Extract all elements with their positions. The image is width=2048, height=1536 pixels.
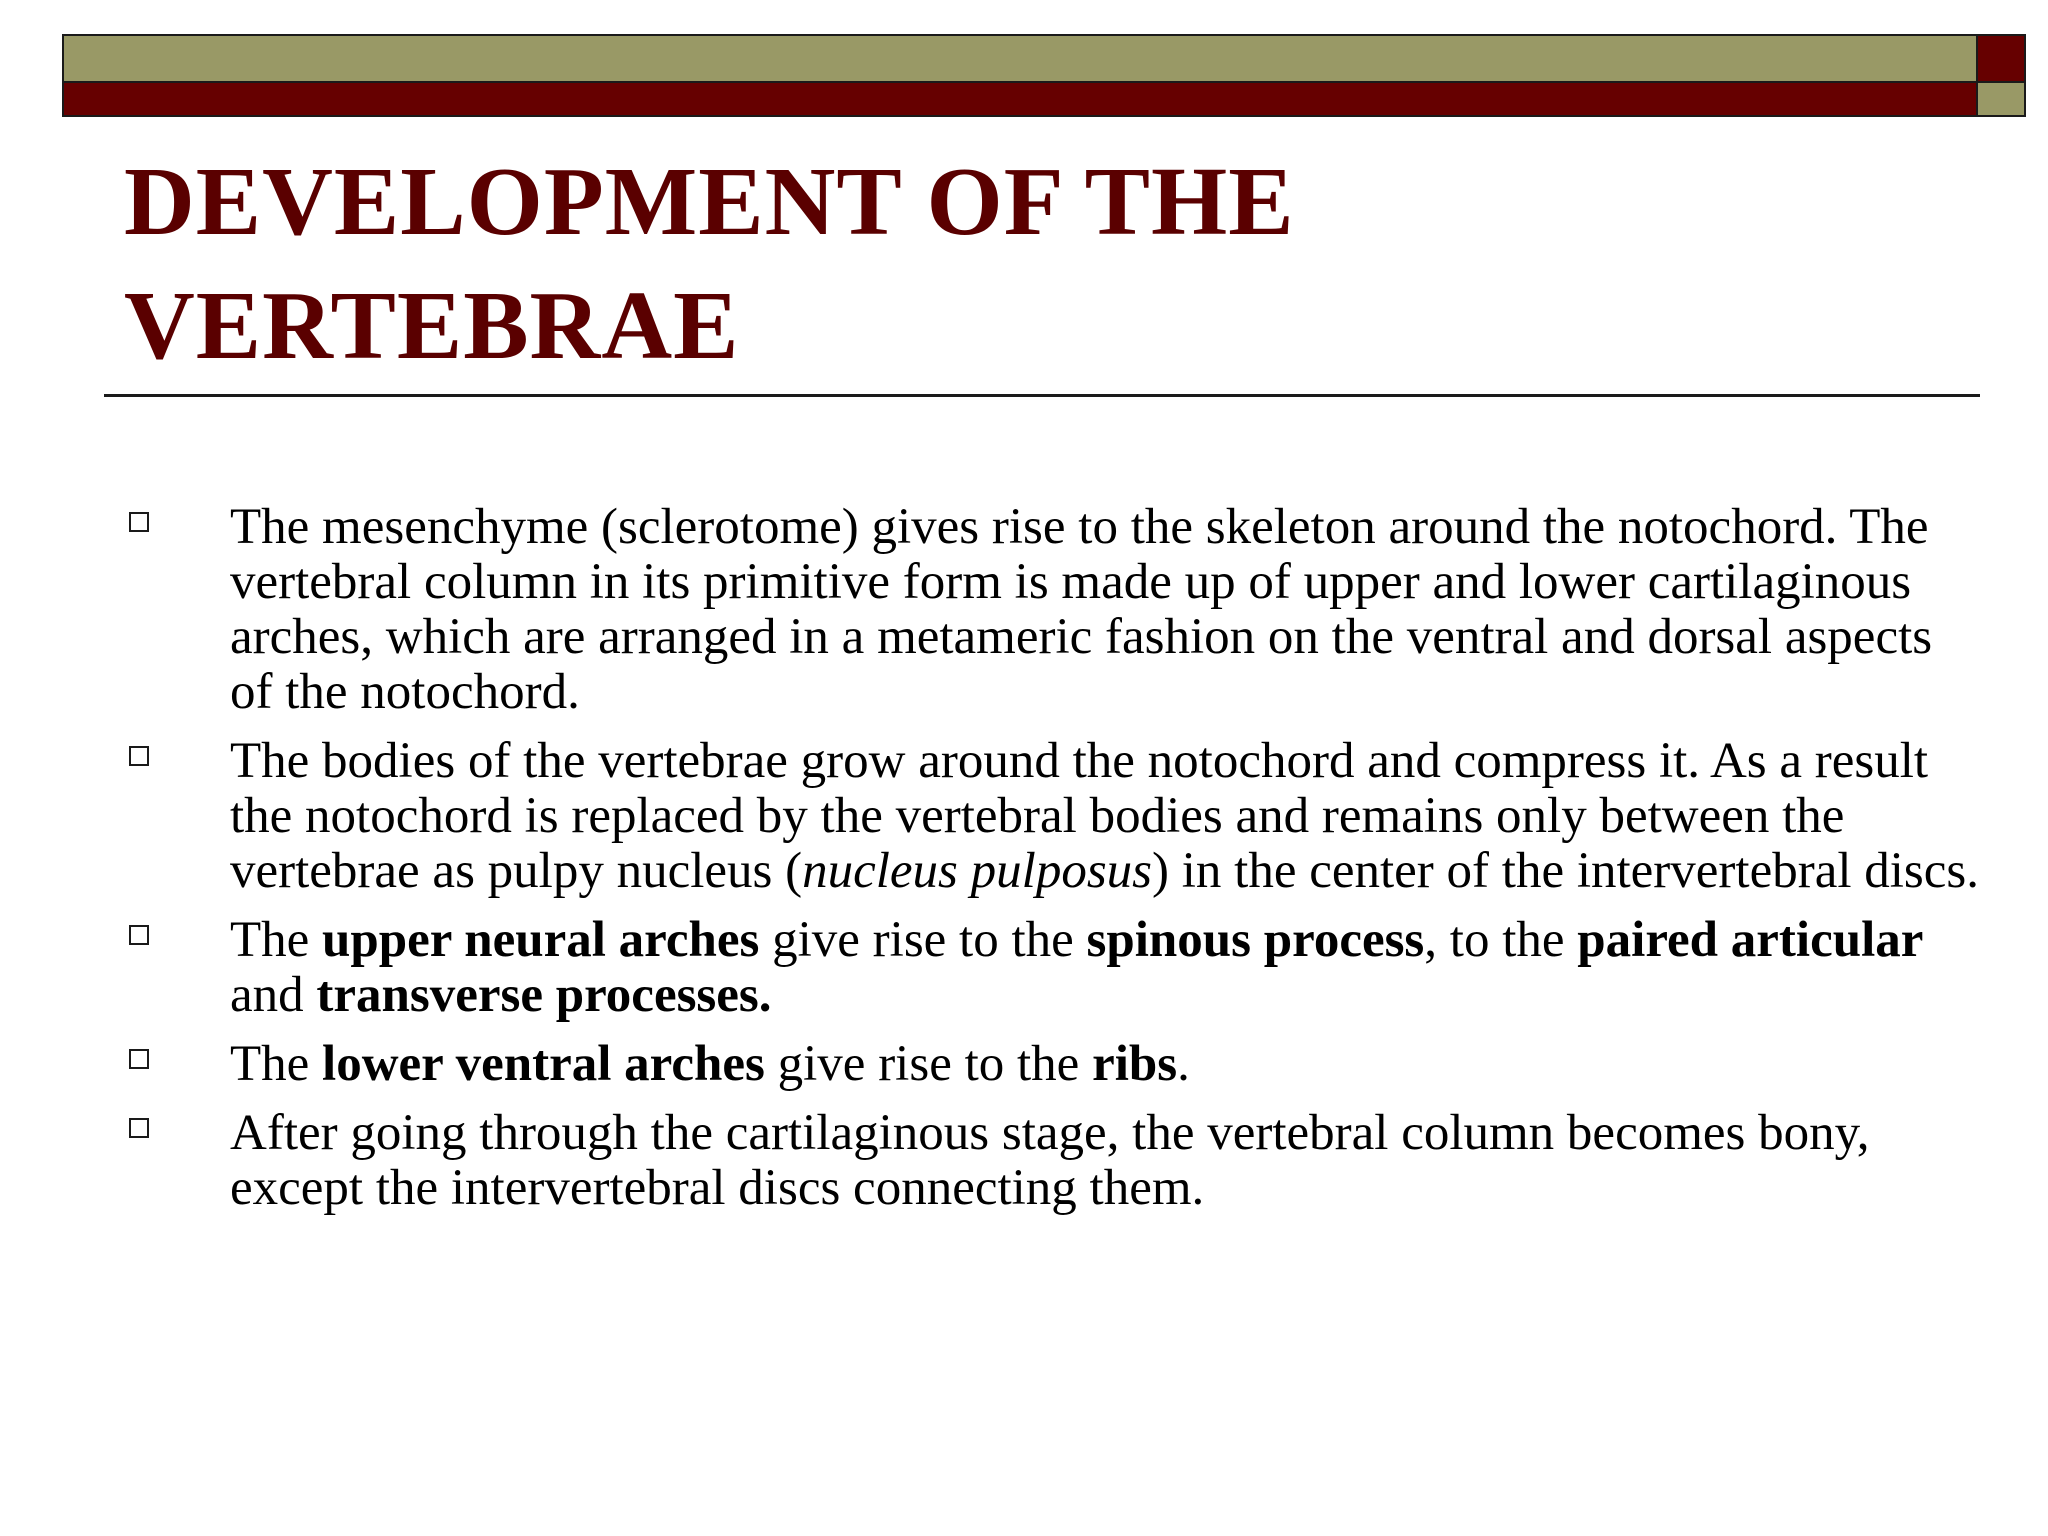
- bullet-bold-term: spinous process: [1086, 912, 1425, 968]
- bullet-text: The bodies of the vertebrae grow around the notochord and compress it. As a result the notochord is replaced by the vertebral bodies and remains only between the vertebrae as pulpy nucleus (: [230, 733, 1929, 899]
- title-divider: [104, 394, 1980, 397]
- bullet-item-2: [124, 734, 1984, 899]
- bullet-item-4: [124, 1037, 1984, 1092]
- bullet-bold-term: lower ventral arches: [322, 1036, 765, 1092]
- bullet-text: .: [1177, 1036, 1190, 1092]
- bullet-item-5: [124, 1106, 1984, 1216]
- square-bullet-icon: [129, 925, 149, 945]
- bullet-text: , to the: [1424, 912, 1578, 968]
- slide-title: [124, 140, 1924, 388]
- bullet-list: [124, 500, 1984, 1230]
- bullet-text: give rise to the: [759, 912, 1087, 968]
- bullet-bold-term: ribs: [1092, 1036, 1178, 1092]
- slide-title-line-1: DEVELOPMENT OF THE: [124, 148, 1295, 256]
- header-corner-olive: [1976, 83, 2026, 117]
- slide-title-line-2: VERTEBRAE: [124, 272, 740, 380]
- bullet-item-1: [124, 500, 1984, 720]
- square-bullet-icon: [129, 746, 149, 766]
- bullet-text: The: [230, 912, 323, 968]
- bullet-text: The: [230, 1036, 323, 1092]
- header-corner-maroon: [1976, 34, 2026, 83]
- bullet-italic-term: nucleus pulposus: [802, 843, 1153, 899]
- header-band-olive: [62, 34, 1992, 83]
- bullet-bold-term: paired articular: [1577, 912, 1924, 968]
- square-bullet-icon: [129, 1118, 149, 1138]
- square-bullet-icon: [129, 512, 149, 532]
- bullet-text: After going through the cartilaginous stage, the vertebral column becomes bony, except the intervertebral discs connecting them.: [230, 1105, 1870, 1216]
- square-bullet-icon: [129, 1049, 149, 1069]
- header-band-maroon: [62, 83, 1992, 117]
- bullet-text: give rise to the: [764, 1036, 1093, 1092]
- bullet-item-3: [124, 913, 1984, 1023]
- bullet-bold-term: transverse processes.: [316, 967, 772, 1023]
- bullet-text: and: [230, 967, 317, 1023]
- bullet-bold-term: upper neural arches: [322, 912, 760, 968]
- bullet-text: ) in the center of the intervertebral discs.: [1152, 843, 1979, 899]
- bullet-text: The mesenchyme (sclerotome) gives rise to the skeleton around the notochord. The vertebral column in its primitive form is made up of upper and lower cartilaginous arches, which are arranged in a metameric fashion on the ventral and dorsal aspects of the notochord.: [230, 499, 1933, 720]
